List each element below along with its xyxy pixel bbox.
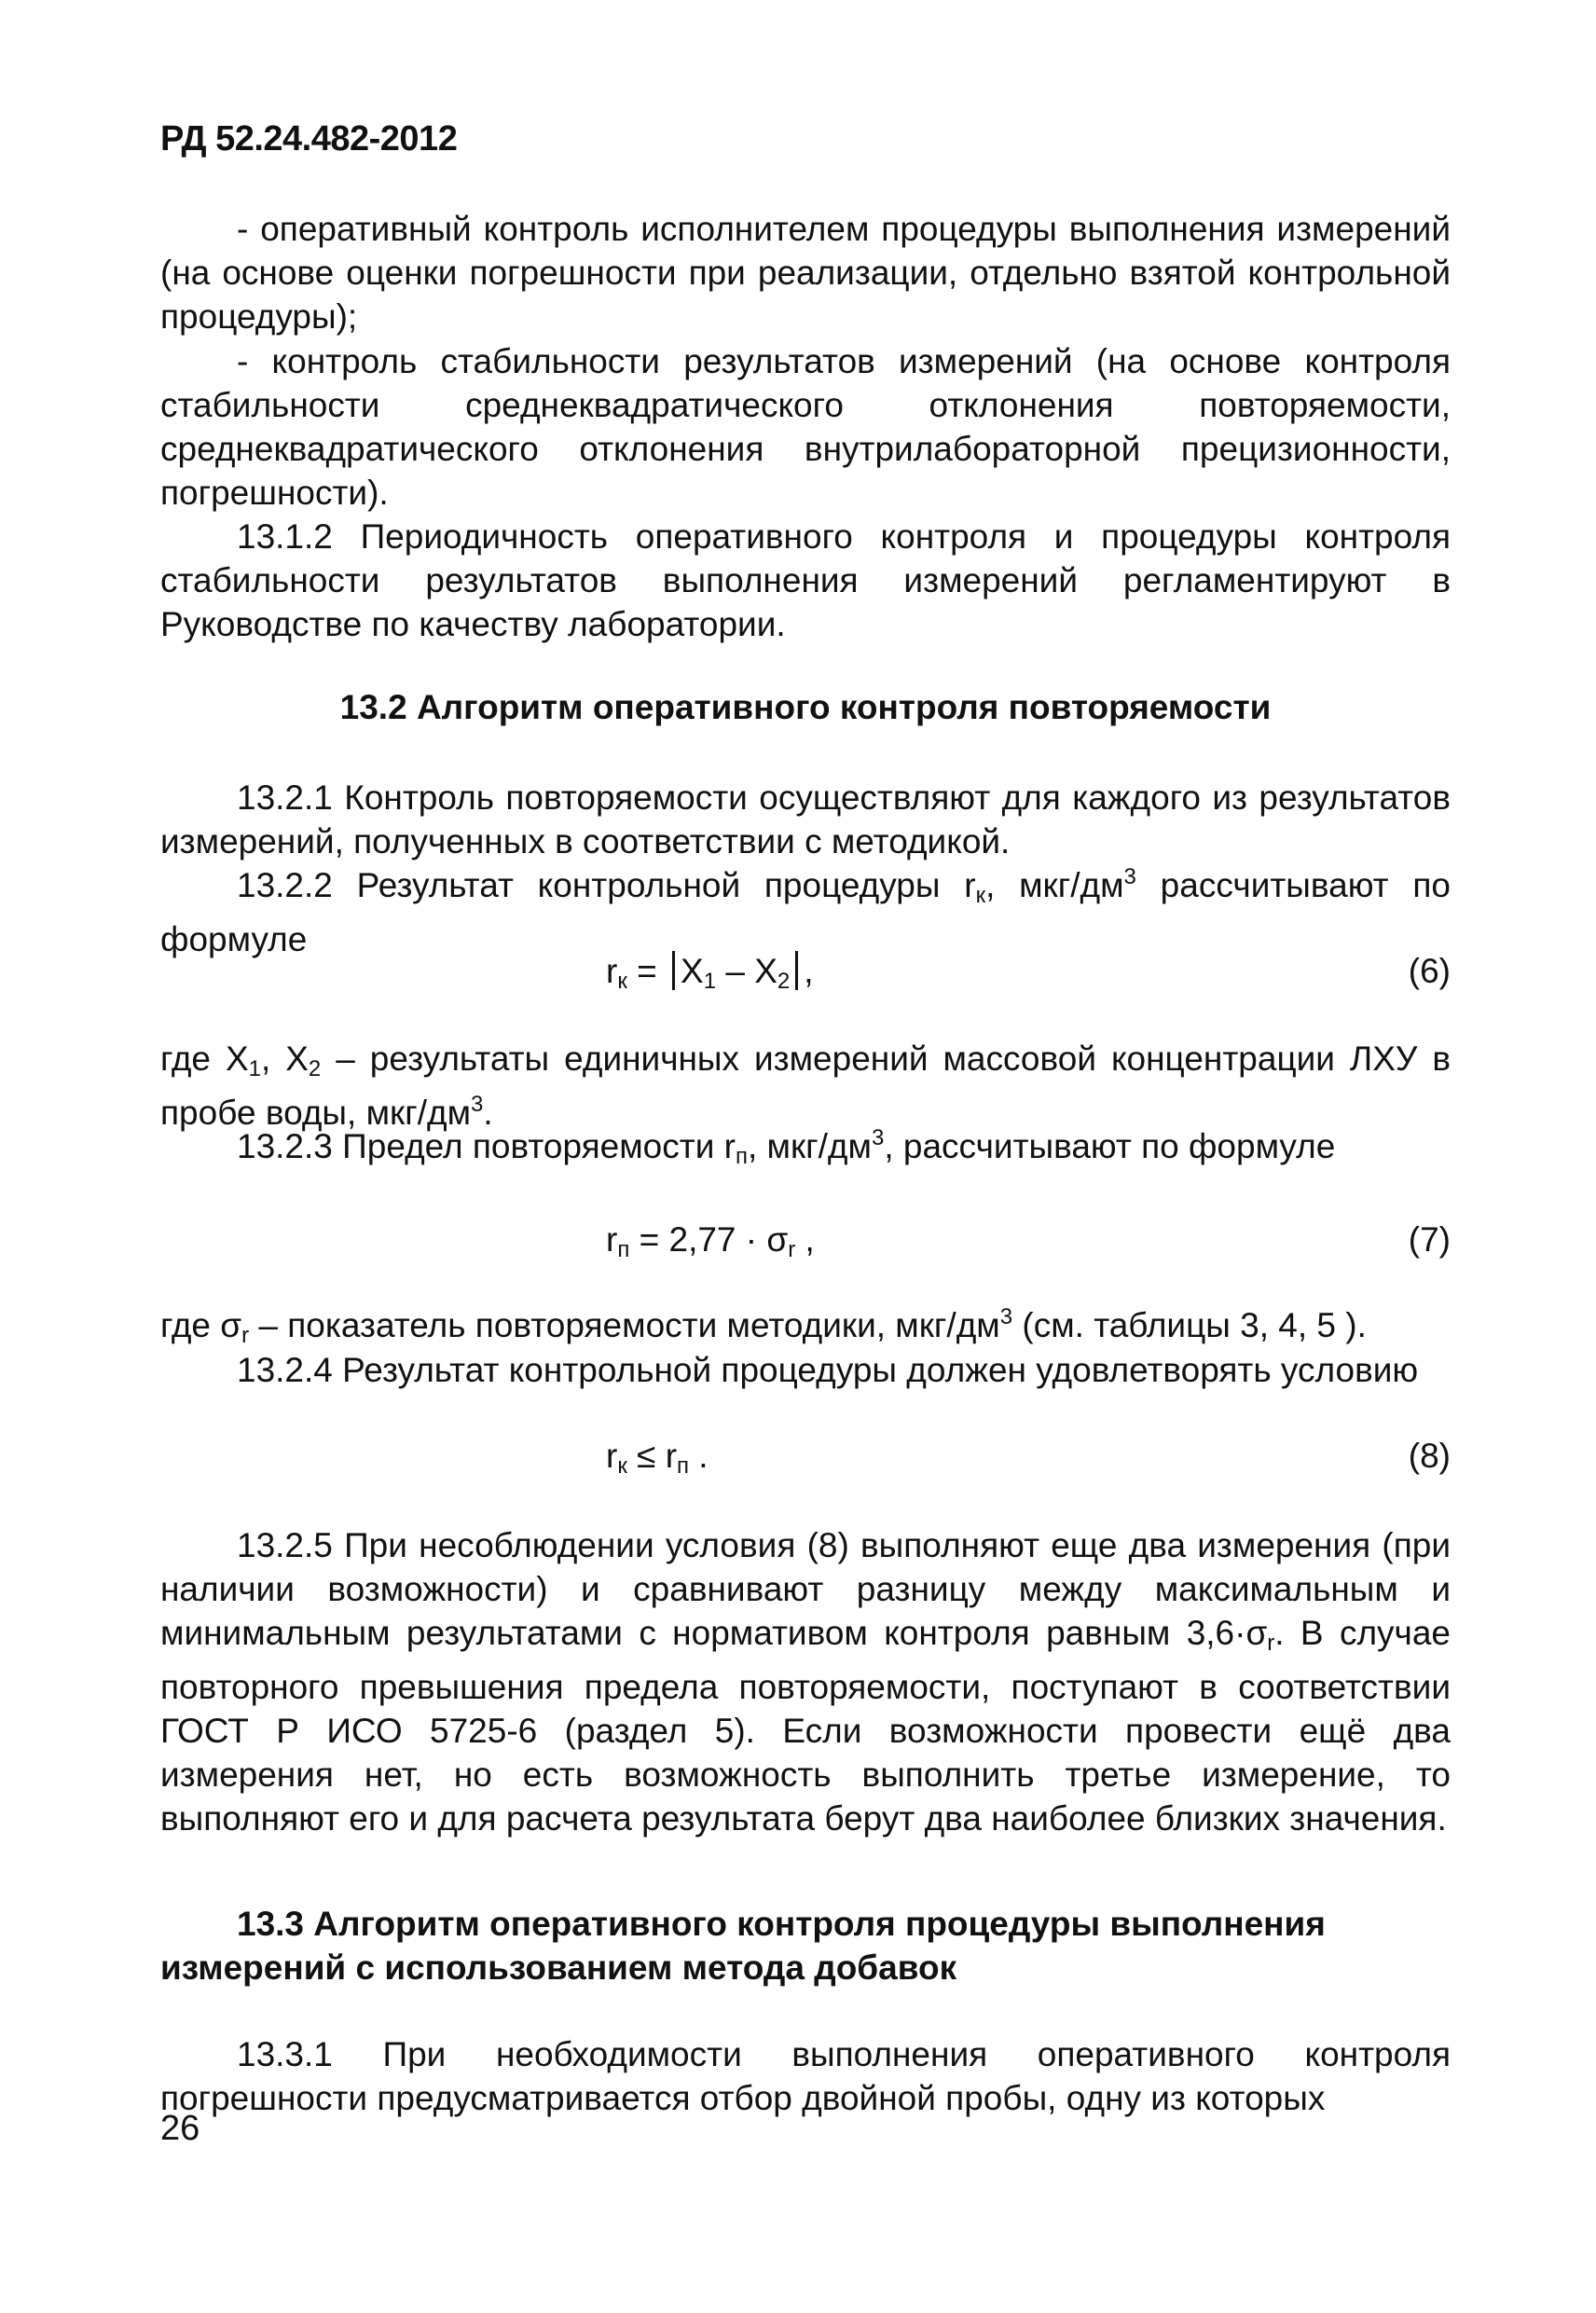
formula-6: $r_к = X_1 - X_2$ , [606,952,814,994]
paragraph-13-2-5: 13.2.5 При несоблюдении условия (8) выполняют еще два измерения (при наличии возможности) и сравнивают разницу между максимальным и минимальным результатами с нормативом контроля равным $3,6\cdot\sigma_r$. В случае повторного превышения предела повторяемости, поступают в соответствии ГОСТ Р ИСО 5725-6 (раздел 5). Если возможности провести ещё два измерения нет, но есть возможность выполнить третье измерение, то выполняют его и для расчета результата берут два наиболее близких значения. [160,1526,1451,1838]
page-number: 26 [160,2109,200,2148]
paragraph-13-2-2: 13.2.2 Результат контрольной процедуры $r_к$, мкг/$дм^3$ рассчитывают по формуле [160,864,1451,958]
paragraph-where-x1-x2: где $X_1$, $X_2$ – результаты единичных измерений массовой концентрации ЛХУ в пробе воды, мкг/$дм^3$. [160,1039,1451,1132]
formula-7: $r_п = 2,77 \cdot \sigma_r$ , [606,1220,815,1262]
formula-8: $r_к \le r_п$ . [606,1437,709,1479]
equation-number-6: (6) [1408,952,1451,990]
paragraph-13-1-2: 13.1.2 Периодичность оперативного контроля и процедуры контроля стабильности результатов выполнения измерений регламентируют в Руководстве по качеству лаборатории. [160,517,1451,643]
paragraph-13-2-3: 13.2.3 Предел повторяемости $r_п$, мкг/$дм^3$, рассчитывают по формуле [237,1125,1336,1169]
paragraph-stability-control: - контроль стабильности результатов измерений (на основе контроля стабильности среднеквадратического отклонения повторяемости, среднеквадратического отклонения внутрилабораторной прецизионности, погрешности). [160,342,1451,512]
heading-13-2: 13.2 Алгоритм оперативного контроля повторяемости [339,688,1272,726]
paragraph-where-sigma: где $\sigma_r$ – показатель повторяемости методики, мкг/$дм^3$ (см. таблицы 3, 4, 5 ). [160,1304,1367,1348]
paragraph-13-2-1: 13.2.1 Контроль повторяемости осуществляют для каждого из результатов измерений, полученных в соответствии с методикой. [160,778,1451,860]
equation-number-8: (8) [1408,1437,1451,1475]
document-code: РД 52.24.482-2012 [160,119,458,158]
equation-number-7: (7) [1408,1220,1451,1259]
paragraph-operational-control: - оперативный контроль исполнителем процедуры выполнения измерений (на основе оценки погрешности при реализации, отдельно взятой контрольной процедуры); [160,210,1451,336]
paragraph-13-2-4: 13.2.4 Результат контрольной процедуры должен удовлетворять условию [237,1351,1419,1389]
heading-13-3: 13.3 Алгоритм оперативного контроля процедуры выполнения измерений с использованием метода добавок [160,1905,1326,1987]
paragraph-13-3-1: 13.3.1 При необходимости выполнения оперативного контроля погрешности предусматривается отбор двойной пробы, одну из которых [160,2035,1451,2117]
